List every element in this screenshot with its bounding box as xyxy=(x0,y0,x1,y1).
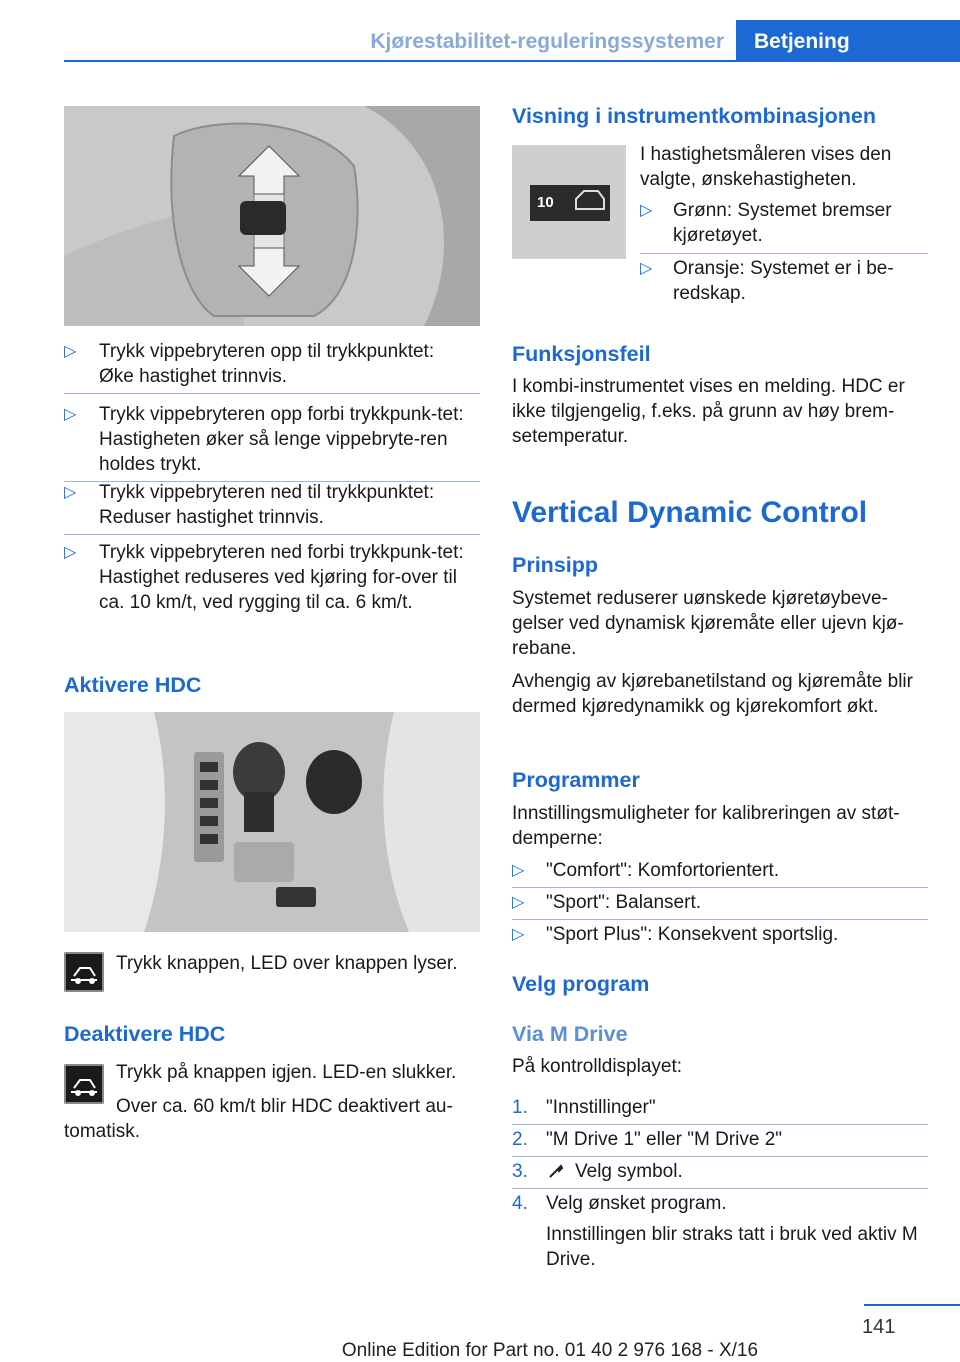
divider xyxy=(64,534,480,535)
bullet-marker: ▷ xyxy=(512,862,525,879)
rocker-instruction-3: Trykk vippebryteren ned til trykkpunktet: Reduser hastighet trinnvis. xyxy=(99,482,435,528)
bullet-marker: ▷ xyxy=(640,260,653,277)
bullet-marker: ▷ xyxy=(64,406,77,423)
programs-text: Innstillingsmuligheter for kalibreringen av støt-demperne: xyxy=(512,803,900,849)
header-section-title: Kjørestabilitet-reguleringssystemer xyxy=(370,30,724,53)
bullet-marker: ▷ xyxy=(640,202,653,219)
bullet-marker: ▷ xyxy=(64,484,77,501)
instrument-display-image xyxy=(512,145,626,259)
center-console-photo xyxy=(64,712,480,932)
divider xyxy=(512,919,928,920)
principle-text-2: Avhengig av kjørebanetilstand og kjøremåte blir dermed kjøredynamikk og kjørekomfort økt. xyxy=(512,671,913,717)
page-number: 141 xyxy=(862,1316,896,1338)
bullet-marker: ▷ xyxy=(512,926,525,943)
display-number: 10 xyxy=(537,194,554,211)
activate-hdc-heading: Aktivere HDC xyxy=(64,673,202,697)
step-number: 2. xyxy=(512,1129,528,1150)
principle-heading: Prinsipp xyxy=(512,553,599,577)
rocker-instruction-4: Trykk vippebryteren ned forbi trykkpunk-tet: Hastighet reduseres ved kjøring for-over til ca. 10 km/t, ved rygging til ca. 6 km/t. xyxy=(99,542,464,613)
activate-hdc-text: Trykk knappen, LED over knappen lyser. xyxy=(116,953,458,974)
step-text: "M Drive 1" eller "M Drive 2" xyxy=(546,1129,783,1150)
via-m-drive-heading: Via M Drive xyxy=(512,1022,628,1046)
select-program-heading: Velg program xyxy=(512,972,650,996)
wrench-icon xyxy=(548,1163,564,1179)
deactivate-hdc-text-2-span: Over ca. 60 km/t blir HDC deaktivert au-tomatisk. xyxy=(64,1096,453,1142)
step-text: Velg ønsket program. xyxy=(546,1193,727,1214)
fault-text: I kombi-instrumentet vises en melding. HDC er ikke tilgjengelig, f.eks. på grunn av høy brem-setemperatur. xyxy=(512,376,905,447)
bullet-marker: ▷ xyxy=(64,544,77,561)
via-m-drive-text: På kontrolldisplayet: xyxy=(512,1056,683,1077)
bullet-marker: ▷ xyxy=(64,343,77,360)
footer-edition: Online Edition for Part no. 01 40 2 976 168 - X/16 xyxy=(341,1340,759,1361)
fault-heading: Funksjonsfeil xyxy=(512,342,651,366)
program-comfort: "Comfort": Komfortorientert. xyxy=(546,860,780,881)
divider xyxy=(512,1188,928,1189)
footer-rule xyxy=(864,1304,960,1306)
program-sport-plus: "Sport Plus": Konsekvent sportslig. xyxy=(546,924,839,945)
vdc-title: Vertical Dynamic Control xyxy=(512,496,868,529)
programs-heading: Programmer xyxy=(512,768,640,792)
header-tab: Betjening xyxy=(736,20,960,62)
step-text: Velg symbol. xyxy=(575,1161,683,1182)
deactivate-hdc-text-2 xyxy=(64,1094,480,1144)
rocker-instruction-2: Trykk vippebryteren opp forbi trykkpunk-tet: Hastigheten øker så lenge vippebryte-ren holdes trykt. xyxy=(99,404,464,475)
hdc-button-icon xyxy=(64,952,104,992)
divider xyxy=(512,1124,928,1125)
program-sport: "Sport": Balansert. xyxy=(546,892,702,913)
step-number: 3. xyxy=(512,1161,528,1182)
bullet-marker: ▷ xyxy=(512,894,525,911)
display-heading: Visning i instrumentkombinasjonen xyxy=(512,104,876,128)
display-bullet-orange: Oransje: Systemet er i be-redskap. xyxy=(673,258,894,304)
rocker-instruction-1: Trykk vippebryteren opp til trykkpunktet: Øke hastighet trinnvis. xyxy=(99,341,435,387)
deactivate-hdc-heading: Deaktivere HDC xyxy=(64,1022,226,1046)
display-bullet-green: Grønn: Systemet bremser kjøretøyet. xyxy=(673,200,892,246)
principle-text-1: Systemet reduserer uønskede kjøretøybeve-gelser ved dynamisk kjøremåte eller ujevn kjø-rebane. xyxy=(512,588,904,659)
divider xyxy=(512,887,928,888)
step-4-subtext: Innstillingen blir straks tatt i bruk ved aktiv M Drive. xyxy=(546,1224,918,1270)
step-text: "Innstillinger" xyxy=(546,1097,656,1118)
display-text: I hastighetsmåleren vises den valgte, ønskehastigheten. xyxy=(640,144,892,190)
header-rule xyxy=(64,60,960,62)
step-number: 1. xyxy=(512,1097,528,1118)
deactivate-hdc-text-1: Trykk på knappen igjen. LED-en slukker. xyxy=(116,1062,457,1083)
divider xyxy=(512,1156,928,1157)
divider xyxy=(64,393,480,394)
step-number: 4. xyxy=(512,1193,528,1214)
divider xyxy=(640,253,928,254)
steering-wheel-rocker-photo xyxy=(64,106,480,326)
